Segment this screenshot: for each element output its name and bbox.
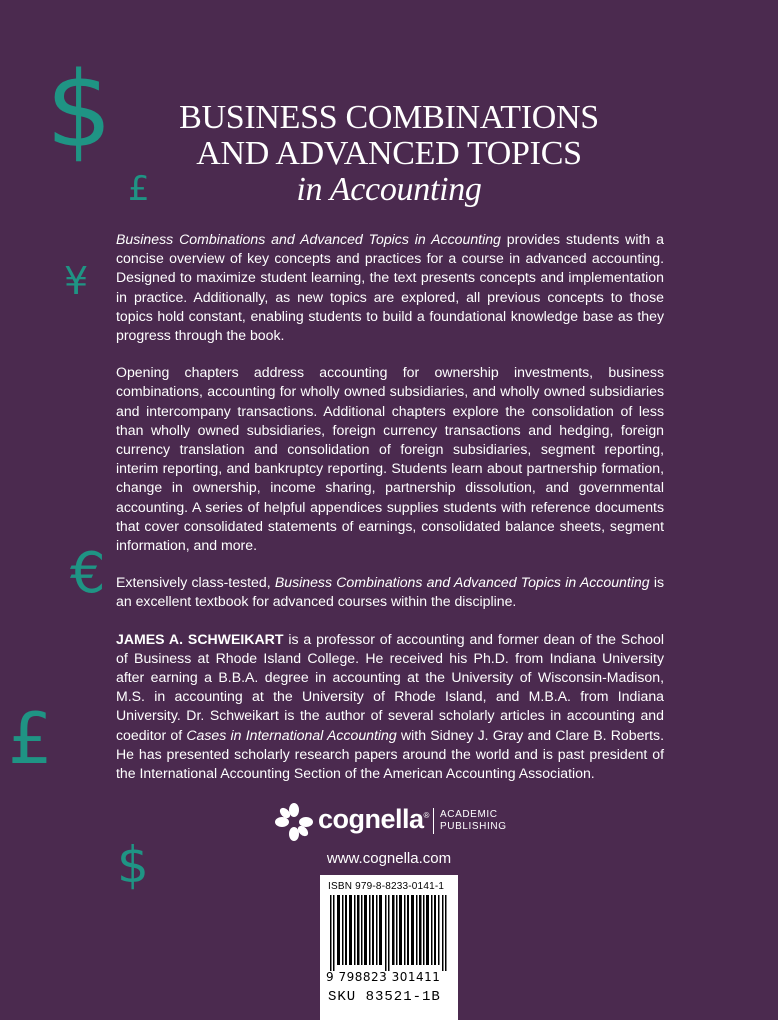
paragraph-class-tested — [116, 573, 664, 611]
barcode-label — [320, 875, 458, 1020]
tagline-line-2: PUBLISHING — [440, 821, 507, 832]
title-line-1: BUSINESS COMBINATIONS — [179, 99, 599, 136]
cognella-flower-icon — [274, 802, 314, 842]
yen-sign-icon: ¥ — [64, 259, 89, 303]
pound-sign-small-icon: £ — [128, 169, 150, 209]
description — [116, 230, 664, 801]
publisher-name-text: cognella — [318, 804, 424, 834]
publisher-url[interactable]: www.cognella.com — [326, 850, 452, 867]
pound-sign-large-icon: £ — [8, 698, 53, 780]
class-tested-tail: is an excellent textbook for advanced courses within the discipline. — [116, 574, 664, 610]
paragraph-overview — [116, 230, 664, 345]
author-name: JAMES A. SCHWEIKART — [116, 630, 284, 647]
dollar-sign-large-icon: $ — [46, 49, 113, 171]
book-title-italic: Business Combinations and Advanced Topics in Accounting — [116, 231, 501, 247]
paragraph-author-bio — [116, 630, 664, 784]
publisher-tagline — [440, 809, 507, 833]
coedited-book-title: Cases in International Accounting — [186, 726, 397, 743]
euro-sign-icon: € — [70, 541, 106, 606]
author-bio-tail: with Sidney J. Gray and Clare B. Roberts. He has presented scholarly research papers around the world and is past president of the International Accounting Section of the American Accounting Association. — [116, 726, 665, 782]
sku-text: SKU 83521-1B — [328, 989, 441, 1005]
publisher-logo — [274, 800, 514, 844]
publisher-name — [318, 804, 429, 835]
isbn-text: ISBN 979-8-8233-0141-1 — [328, 881, 445, 892]
book-title-italic: Business Combinations and Advanced Topics in Accounting — [274, 574, 650, 591]
tagline-line-1: ACADEMIC — [440, 809, 498, 820]
barcode-number: 9 798823 301411 — [326, 970, 441, 984]
book-title — [150, 100, 628, 208]
title-line-3: in Accounting — [296, 171, 482, 208]
paragraph-chapters: Opening chapters address accounting for ownership investments, business combinations, accounting for wholly owned subsidiaries, and wholly owned subsidiaries and intercompany transactions. Additional chapters explore the consolidation of less than wholly owned subsidiaries, foreign currency transactions and hedging, foreign currency translation and consolidation of foreign subsidiaries, segment reporting, interim reporting, and bankruptcy reporting. Students learn about partnership formation, change in ownership, income sharing, partnership dissolution, and governmental accounting. A series of helpful appendices supplies students with reference documents that cover consolidated statements of earnings, consolidated balance sheets, segment information, and more. — [116, 364, 664, 554]
barcode-icon — [330, 895, 448, 971]
logo-divider — [433, 808, 434, 834]
class-tested-lead: Extensively class-tested, — [116, 574, 275, 591]
overview-text: provides students with a concise overview of key concepts and practices for a course in advanced accounting. Designed to maximize student learning, the text presents concepts and implementation in practice. Additionally, as new topics are explored, all previous concepts to those topics hold constant, enabling students to build a foundational knowledge base as they progress through the book. — [116, 231, 664, 344]
title-line-2: AND ADVANCED TOPICS — [196, 135, 582, 172]
author-bio-text: is a professor of accounting and former dean of the School of Business at Rhode Island College. He received his Ph.D. from Indiana University after earning a B.B.A. degree in accounting at the University of Wisconsin-Madison, M.S. in accounting at the University of Rhode Island, and M.B.A. from Indiana University. Dr. Schweikart is the author of several scholarly articles in accounting and coeditor of — [116, 630, 664, 743]
registered-mark: ® — [423, 811, 429, 820]
dollar-sign-small-icon: $ — [117, 836, 149, 894]
